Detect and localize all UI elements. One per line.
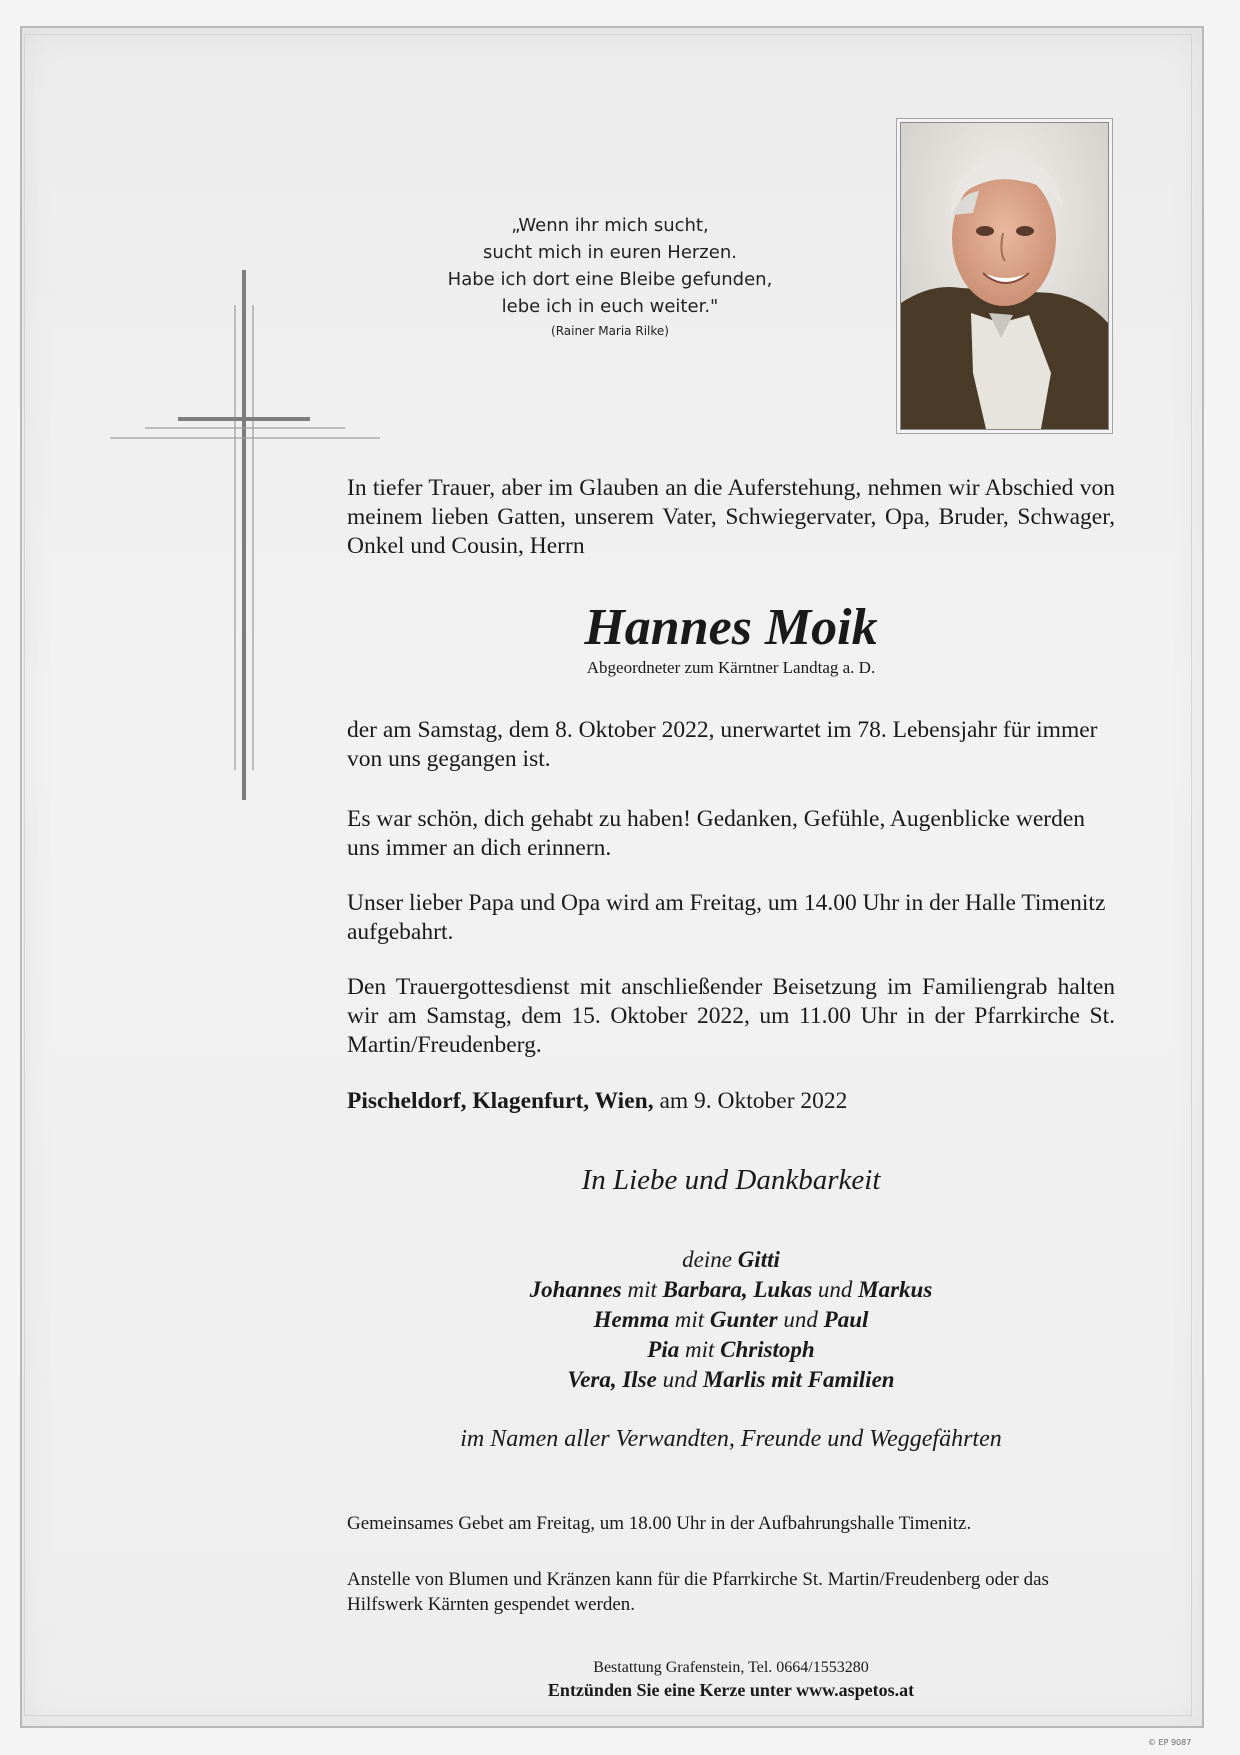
family-member: Gunter [709,1307,778,1332]
family-text: mit [621,1277,663,1302]
quote-line: lebe ich in euch weiter." [501,296,719,317]
family-text: und [656,1367,703,1392]
family-row [347,1335,1115,1365]
place-names: Pischeldorf, Klagenfurt, Wien, [347,1088,654,1114]
footer [347,1657,1115,1701]
quote-line: Habe ich dort eine Bleibe gefunden, [447,269,773,290]
deceased-title: Abgeordneter zum Kärntner Landtag a. D. [586,658,876,677]
family-member: Gitti [737,1247,780,1272]
family-row [347,1275,1115,1305]
family-text: und [777,1307,824,1332]
family-text: deine [682,1247,738,1272]
family-member: Barbara, Lukas [662,1277,813,1302]
family-row [347,1245,1115,1275]
funeral-paragraph: Den Trauergottesdienst mit anschließender Beisetzung im Familiengrab halten wir am Samstag, dem 15. Oktober 2022, um 11.00 Uhr in der Pfarrkirche St. Martin/Freudenberg. [347,974,1115,1058]
donation-note: Anstelle von Blumen und Kränzen kann für die Pfarrkirche St. Martin/Freudenberg oder das Hilfswerk Kärnten gespendet werden. [347,1569,1049,1615]
print-code: © EP 9087 [1148,1738,1192,1747]
prayer-note: Gemeinsames Gebet am Freitag, um 18.00 Uhr in der Aufbahrungshalle Timenitz. [347,1513,972,1534]
viewing-paragraph: Unser lieber Papa und Opa wird am Freitag, um 14.00 Uhr in der Halle Timenitz aufgebahrt. [347,890,1106,945]
quote-line: „Wenn ihr mich sucht, [511,215,709,236]
family-member: Johannes [529,1277,622,1302]
closing-line: In Liebe und Dankbarkeit [581,1164,881,1196]
rilke-quote [400,212,820,340]
family-row [347,1305,1115,1335]
portrait-image [901,123,1108,429]
family-member: Markus [858,1277,933,1302]
family-member: Pia [647,1337,680,1362]
cross-icon [110,270,380,810]
family-member: Christoph [720,1337,815,1362]
family-row [347,1365,1115,1395]
family-text: mit [669,1307,710,1332]
family-list [347,1245,1115,1395]
deceased-name: Hannes Moik [584,599,878,656]
candle-link[interactable]: Entzünden Sie eine Kerze unter www.aspetos.at [547,1680,915,1700]
family-member: Hemma [593,1307,669,1332]
on-behalf-line: im Namen aller Verwandten, Freunde und Weggefährten [460,1426,1002,1452]
family-member: Paul [823,1307,869,1332]
quote-author: (Rainer Maria Rilke) [551,324,669,338]
funeral-home: Bestattung Grafenstein, Tel. 0664/1553280 [593,1659,869,1676]
death-paragraph: der am Samstag, dem 8. Oktober 2022, unerwartet im 78. Lebensjahr für immer von uns gegangen ist. [347,717,1098,772]
memory-paragraph: Es war schön, dich gehabt zu haben! Gedanken, Gefühle, Augenblicke werden uns immer an dich erinnern. [347,806,1086,861]
family-member: Vera, Ilse [567,1367,657,1392]
family-text: und [812,1277,859,1302]
place-date [347,1087,1115,1116]
intro-paragraph: In tiefer Trauer, aber im Glauben an die Auferstehung, nehmen wir Abschied von meinem lieben Gatten, unserem Vater, Schwiegervater, Opa, Bruder, Schwager, Onkel und Cousin, Herrn [347,475,1115,559]
portrait-photo [900,122,1109,430]
family-text: mit [679,1337,721,1362]
notice-date: am 9. Oktober 2022 [659,1088,848,1114]
family-member: Marlis mit Familien [702,1367,895,1392]
quote-line: sucht mich in euren Herzen. [483,242,737,263]
